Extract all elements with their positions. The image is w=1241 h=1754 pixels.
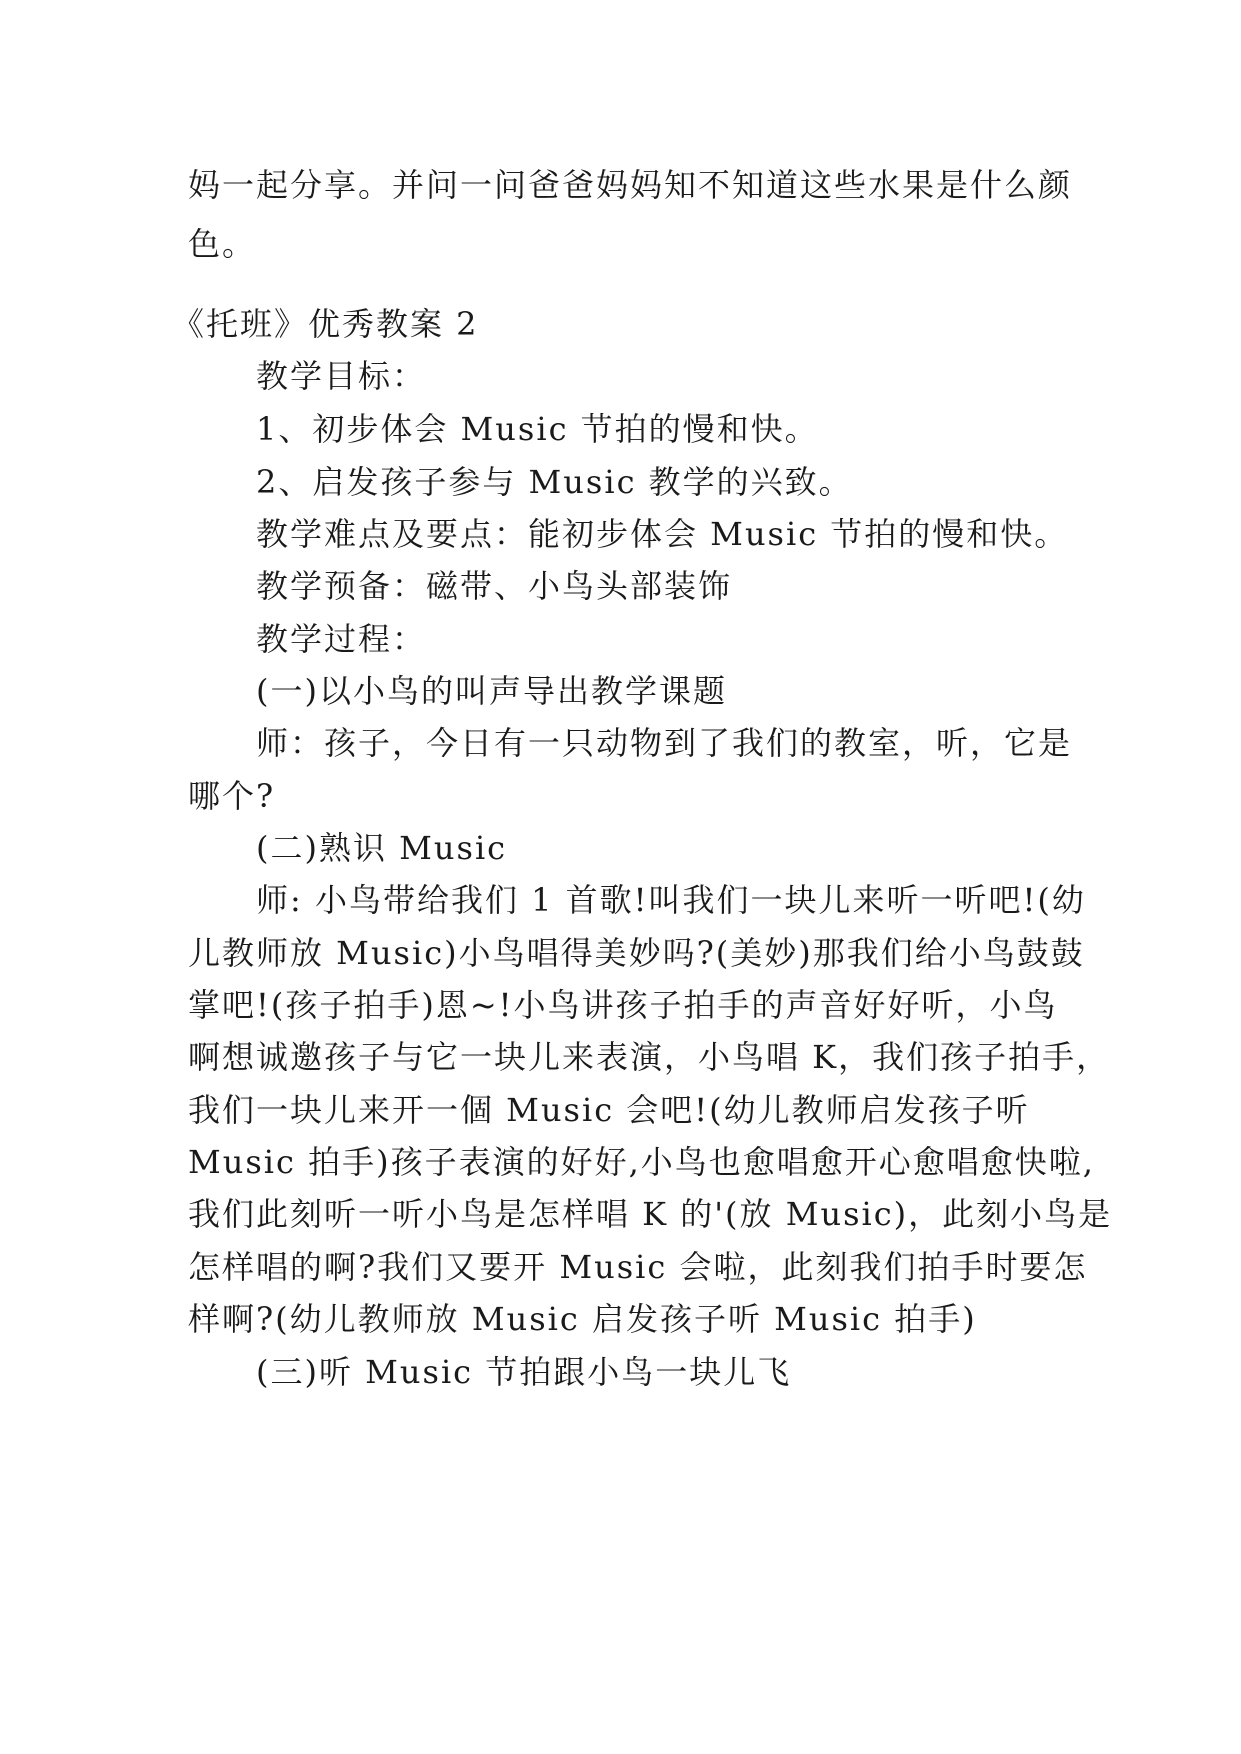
paragraph-line: 妈一起分享。并问一问爸爸妈妈知不知道这些水果是什么颜 [188,166,1073,204]
step-heading: (一)以小鸟的叫声导出教学课题 [256,672,727,710]
preparation: 教学预备：磁带、小鸟头部装饰 [256,567,733,605]
key-points: 教学难点及要点：能初步体会 Music 节拍的慢和快。 [256,515,1069,553]
objective-item: 1、初步体会 Music 节拍的慢和快。 [256,410,819,448]
step-heading: (二)熟识 Music [256,829,508,867]
paragraph-line: 我们此刻听一听小鸟是怎样唱 K 的'(放 Music)，此刻小鸟是 [188,1195,1113,1233]
section-title: 《托班》优秀教案 2 [172,305,479,343]
paragraph-line: 色。 [188,225,257,263]
paragraph-line: 师：孩子，今日有一只动物到了我们的教室，听，它是 [256,724,1073,762]
paragraph-line: Music 拍手)孩子表演的好好,小鸟也愈唱愈开心愈唱愈快啦, [188,1143,1095,1181]
heading-objectives: 教学目标： [256,357,427,395]
paragraph-line: 我们一块儿来开一個 Music 会吧!(幼儿教师启发孩子听 [188,1091,1030,1129]
paragraph-line: 哪个? [188,777,276,815]
paragraph-line: 样啊?(幼儿教师放 Music 启发孩子听 Music 拍手) [188,1300,977,1338]
step-heading: (三)听 Music 节拍跟小鸟一块儿飞 [256,1353,792,1391]
objective-item: 2、启发孩子参与 Music 教学的兴致。 [256,463,853,501]
heading-process: 教学过程： [256,620,427,658]
paragraph-line: 儿教师放 Music)小鸟唱得美妙吗?(美妙)那我们给小鸟鼓鼓 [188,934,1085,972]
paragraph-line: 啊想诚邀孩子与它一块儿来表演，小鸟唱 K，我们孩子拍手， [188,1038,1111,1076]
paragraph-line: 师: 小鸟带给我们 1 首歌!叫我们一块儿来听一听吧!(幼 [256,881,1086,919]
paragraph-line: 怎样唱的啊?我们又要开 Music 会啦，此刻我们拍手时要怎 [188,1248,1088,1286]
paragraph-line: 掌吧!(孩子拍手)恩~!小鸟讲孩子拍手的声音好好听，小鸟 [188,986,1058,1024]
